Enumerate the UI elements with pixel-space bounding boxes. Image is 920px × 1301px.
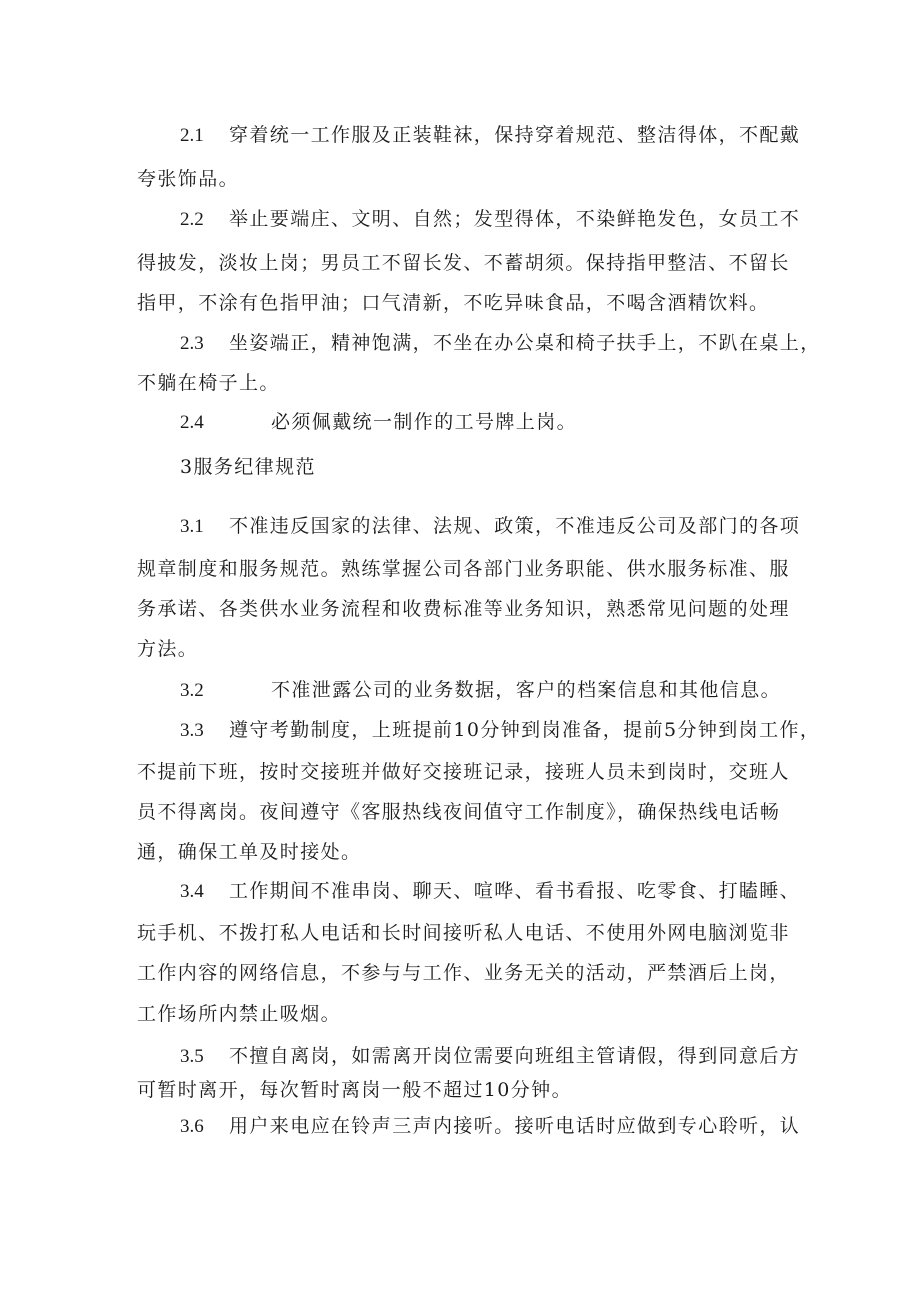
clause-number: 2.2 bbox=[180, 209, 204, 230]
clause-text-line: 工作场所内禁止吸烟。 bbox=[137, 1003, 342, 1025]
clause-number: 2.3 bbox=[180, 333, 204, 354]
clause-number: 3.6 bbox=[180, 1116, 204, 1137]
clause-text-line: 玩手机、不拨打私人电话和长时间接听私人电话、不使用外网电脑浏览非 bbox=[137, 922, 790, 944]
clause-number: 2.1 bbox=[180, 125, 204, 146]
clause-text-line: 举止要端庄、文明、自然；发型得体，不染鲜艳发色，女员工不 bbox=[229, 208, 801, 230]
clause-text-line: 不躺在椅子上。 bbox=[137, 372, 280, 394]
clause-text-line: 用户来电应在铃声三声内接听。接听电话时应做到专心聆听，认 bbox=[229, 1115, 801, 1137]
clause-text-line: 不擅自离岗，如需离开岗位需要向班组主管请假，得到同意后方 bbox=[229, 1045, 801, 1067]
clause-text-line: 方法。 bbox=[137, 638, 199, 660]
clause-text-line: 遵守考勤制度，上班提前10分钟到岗准备，提前5分钟到岗工作， bbox=[229, 719, 821, 741]
clause-text-line: 可暂时离开，每次暂时离岗一般不超过10分钟。 bbox=[137, 1079, 572, 1101]
clause-text-line: 指甲，不涂有色指甲油；口气清新，不吃异味食品，不喝含酒精饮料。 bbox=[137, 292, 770, 314]
clause-text-line: 得披发，淡妆上岗；男员工不留长发、不蓄胡须。保持指甲整洁、不留长 bbox=[137, 252, 790, 274]
clause-text-line: 夸张饰品。 bbox=[137, 168, 240, 190]
clause-number: 3.4 bbox=[180, 881, 204, 902]
clause-text-line: 工作期间不准串岗、聊天、喧哗、看书看报、吃零食、打瞌睡、 bbox=[229, 880, 801, 902]
clause-text-line: 员不得离岗。夜间遵守《客服热线夜间值守工作制度》，确保热线电话畅 bbox=[137, 801, 781, 823]
clause-number: 3.1 bbox=[180, 516, 204, 537]
clause-text-line: 规章制度和服务规范。熟练掌握公司各部门业务职能、供水服务标准、服 bbox=[137, 558, 790, 580]
clause-number: 2.4 bbox=[180, 412, 204, 433]
clause-text-line: 通，确保工单及时接处。 bbox=[137, 841, 362, 863]
clause-number: 3.5 bbox=[180, 1046, 204, 1067]
clause-text-line: 坐姿端正，精神饱满，不坐在办公桌和椅子扶手上，不趴在桌上， bbox=[229, 332, 821, 354]
clause-text-line: 不提前下班，按时交接班并做好交接班记录，接班人员未到岗时，交班人 bbox=[137, 761, 790, 783]
section-heading: 3服务纪律规范 bbox=[180, 456, 316, 478]
clause-text-line: 不准泄露公司的业务数据，客户的档案信息和其他信息。 bbox=[271, 679, 782, 701]
clause-text-line: 工作内容的网络信息，不参与与工作、业务无关的活动，严禁酒后上岗， bbox=[137, 962, 790, 984]
clause-text-line: 必须佩戴统一制作的工号牌上岗。 bbox=[271, 411, 578, 433]
clause-text-line: 务承诺、各类供水业务流程和收费标准等业务知识，熟悉常见问题的处理 bbox=[137, 598, 790, 620]
clause-number: 3.3 bbox=[180, 720, 204, 741]
clause-text-line: 不准违反国家的法律、法规、政策，不准违反公司及部门的各项 bbox=[229, 515, 801, 537]
clause-number: 3.2 bbox=[180, 680, 204, 701]
clause-text-line: 穿着统一工作服及正装鞋袜，保持穿着规范、整洁得体，不配戴 bbox=[229, 124, 801, 146]
